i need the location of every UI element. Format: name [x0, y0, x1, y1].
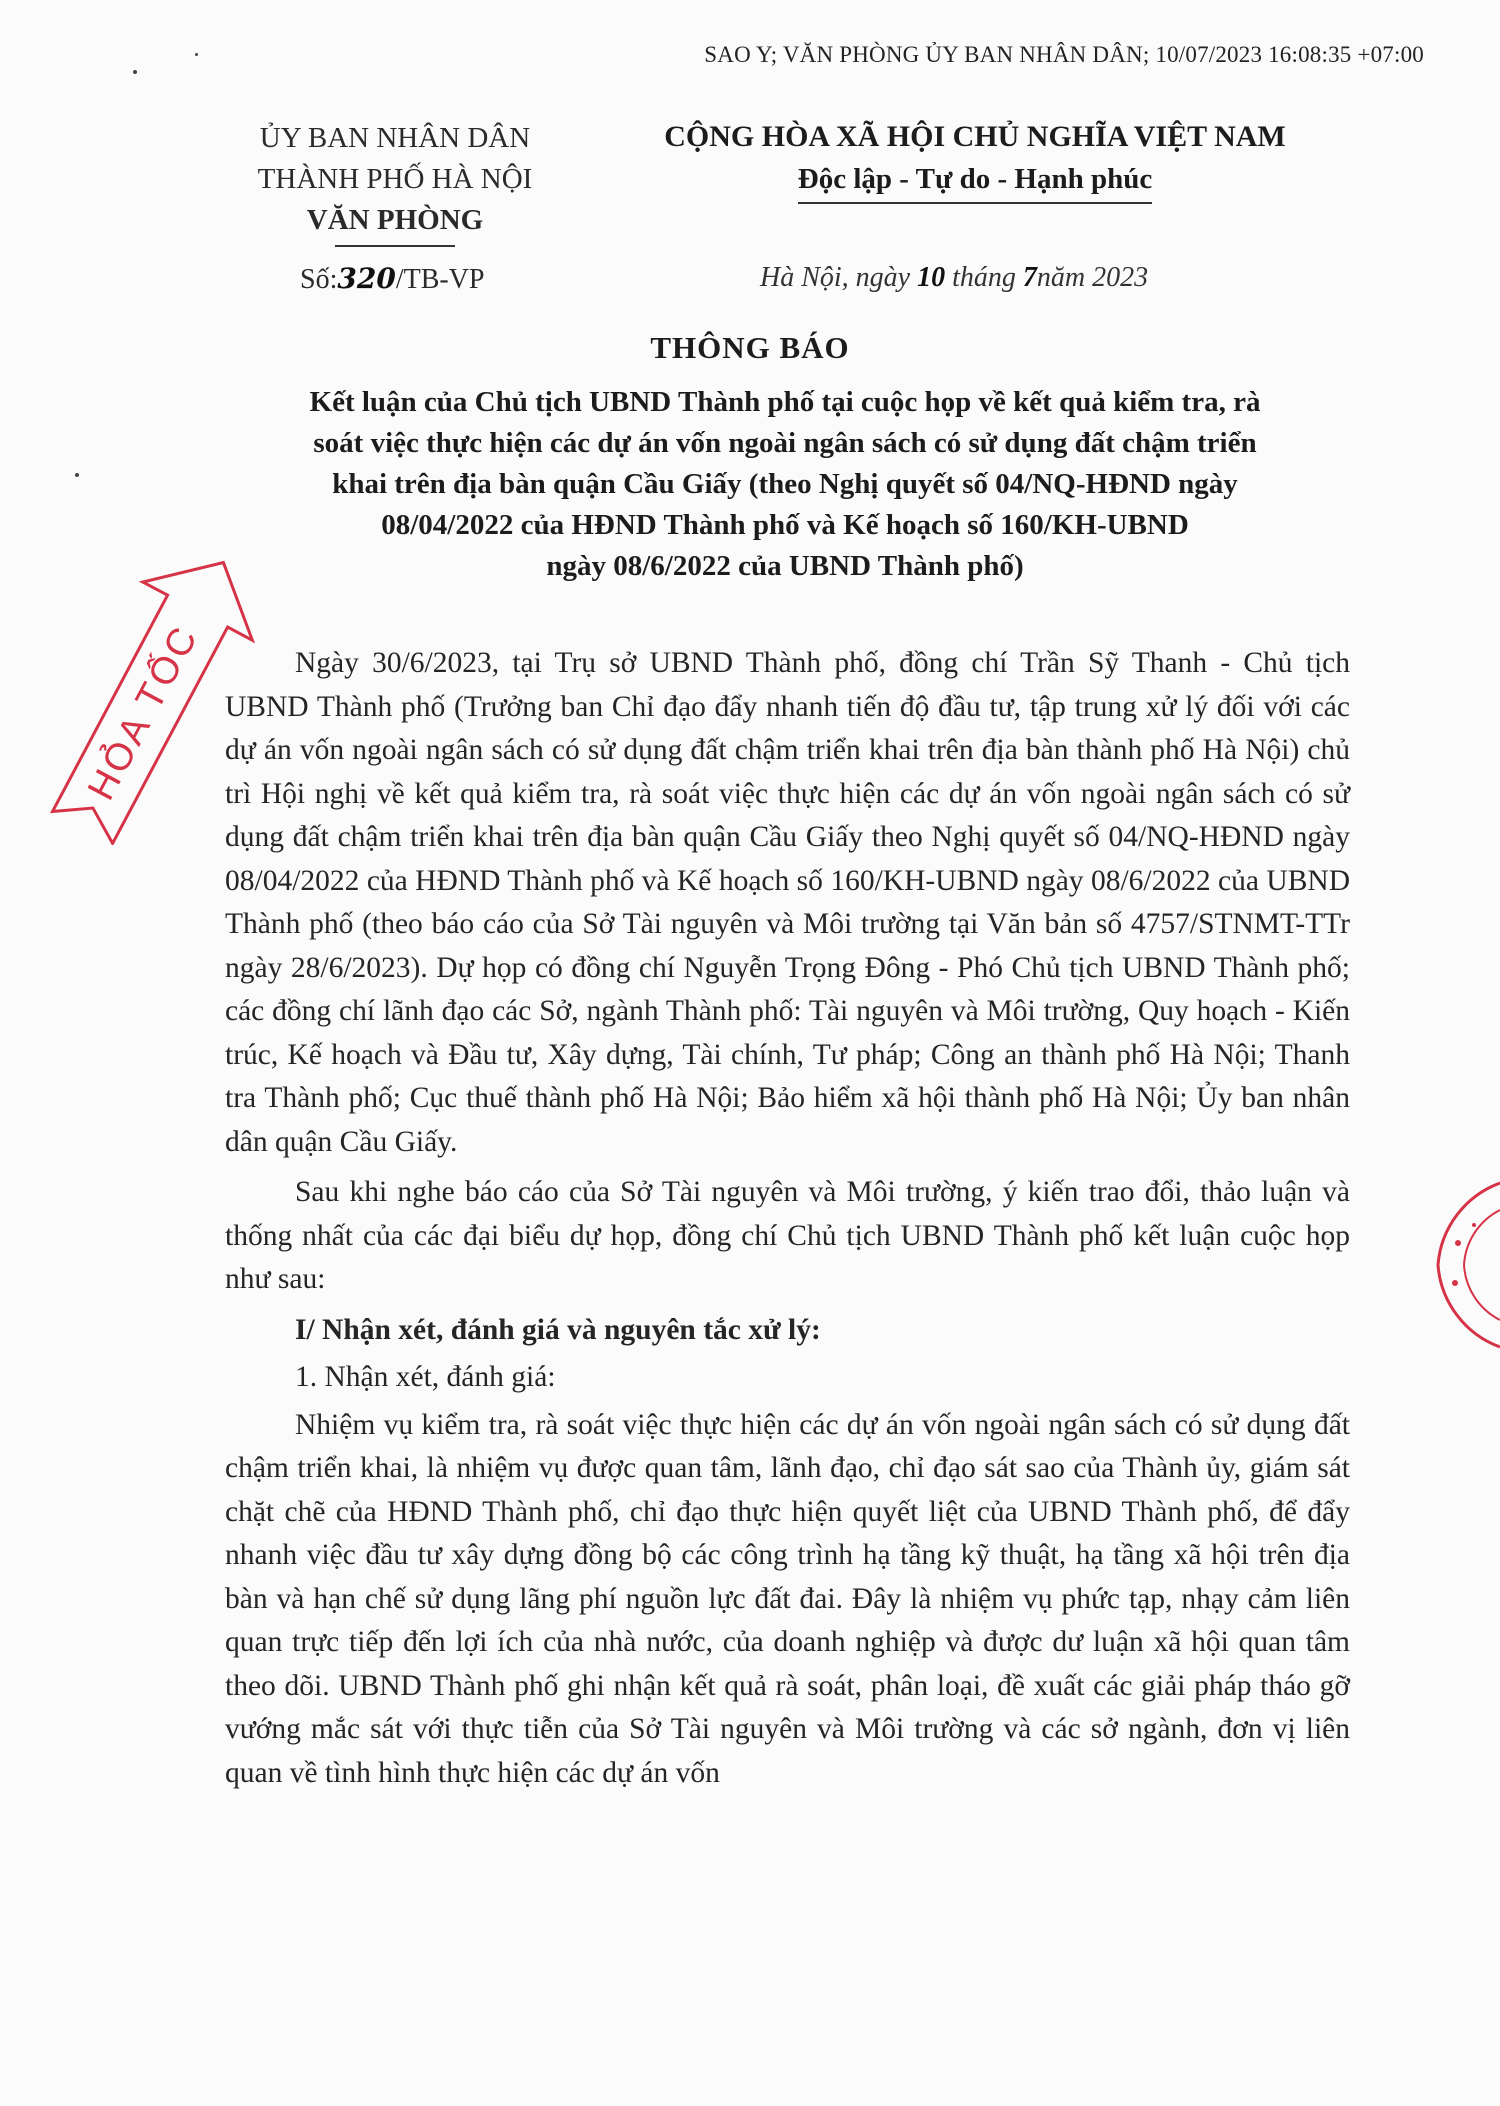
scan-speck: [195, 53, 198, 56]
doc-number-suffix: /TB-VP: [395, 264, 485, 295]
date-month-handwritten: 7: [1022, 262, 1037, 293]
national-motto: Độc lập - Tự do - Hạnh phúc: [798, 158, 1153, 204]
subject-line: ngày 08/6/2022 của UBND Thành phố): [546, 550, 1024, 582]
subject-line: khai trên địa bàn quận Cầu Giấy (theo Nghị quyết số 04/NQ-HĐND ngày: [332, 468, 1238, 500]
scan-speck: [133, 70, 137, 74]
subsection-heading-1: 1. Nhận xét, đánh giá:: [295, 1361, 556, 1393]
digital-copy-stamp: SAO Y; VĂN PHÒNG ỦY BAN NHÂN DÂN; 10/07/2023 16:08:35 +07:00: [704, 42, 1424, 67]
urgent-stamp-text: HỎA TỐC: [80, 618, 208, 807]
subject-line: 08/04/2022 của HĐND Thành phố và Kế hoạch số 160/KH-UBND: [381, 509, 1189, 541]
issuer-underline: [335, 245, 455, 247]
paragraph-assessment: Nhiệm vụ kiểm tra, rà soát việc thực hiện các dự án vốn ngoài ngân sách có sử dụng đất chậm triển khai, là nhiệm vụ được quan tâm, lãnh đạo, chỉ đạo sát sao của Thành ủy, giám sát chặt chẽ của HĐND Thành phố, chỉ đạo thực hiện quyết liệt của UBND Thành phố, để đẩy nhanh việc đầu tư xây dựng đồng bộ các công trình hạ tầng kỹ thuật, hạ tầng xã hội trên địa bàn và hạn chế sử dụng lãng phí nguồn lực đất đai. Đây là nhiệm vụ phức tạp, nhạy cảm liên quan trực tiếp đến lợi ích của nhà nước, của doanh nghiệp và được dư luận xã hội quan tâm theo dõi. UBND Thành phố ghi nhận kết quả rà soát, phân loại, đề xuất các giải pháp tháo gỡ vướng mắc sát với thực tiễn của Sở Tài nguyên và Môi trường và các sở ngành, đơn vị liên quan về tình hình thực hiện các dự án vốn: [225, 1408, 1350, 1789]
document-subject: [225, 382, 1345, 587]
issuer-line-1: ỦY BAN NHÂN DÂN: [259, 122, 531, 154]
doc-number-prefix: Số:: [300, 264, 338, 295]
paragraph-conclusion-intro: Sau khi nghe báo cáo của Sở Tài nguyên và Môi trường, ý kiến trao đổi, thảo luận và thống nhất của các đại biểu dự họp, đồng chí Chủ tịch UBND Thành phố kết luận cuộc họp như sau:: [225, 1176, 1350, 1295]
document-date: [760, 262, 1148, 294]
issuer-block: [230, 118, 560, 247]
doc-number-handwritten: 320: [337, 262, 396, 295]
subject-line: Kết luận của Chủ tịch UBND Thành phố tại cuộc họp về kết quả kiểm tra, rà: [309, 386, 1261, 418]
national-title: CỘNG HÒA XÃ HỘI CHỦ NGHĨA VIỆT NAM: [664, 120, 1286, 153]
document-title: THÔNG BÁO: [650, 330, 850, 365]
scan-speck: [75, 473, 79, 477]
issuer-line-2: THÀNH PHỐ HÀ NỘI: [257, 163, 533, 195]
red-seal-fragment: [1428, 1165, 1500, 1365]
paragraph-meeting: Ngày 30/6/2023, tại Trụ sở UBND Thành phố, đồng chí Trần Sỹ Thanh - Chủ tịch UBND Thành phố (Trưởng ban Chỉ đạo đẩy nhanh tiến độ đầu tư, tập trung xử lý đối với các dự án vốn ngoài ngân sách có sử dụng đất chậm triển khai trên địa bàn thành phố Hà Nội) chủ trì Hội nghị về kết quả kiểm tra, rà soát việc thực hiện các dự án vốn ngoài ngân sách có sử dụng đất chậm triển khai trên địa bàn quận Cầu Giấy theo Nghị quyết số 04/NQ-HĐND ngày 08/04/2022 của HĐND Thành phố và Kế hoạch số 160/KH-UBND ngày 08/6/2022 của UBND Thành phố (theo báo cáo của Sở Tài nguyên và Môi trường tại Văn bản số 4757/STNMT-TTr ngày 28/6/2023). Dự họp có đồng chí Nguyễn Trọng Đông - Phó Chủ tịch UBND Thành phố; các đồng chí lãnh đạo các Sở, ngành Thành phố: Tài nguyên và Môi trường, Quy hoạch - Kiến trúc, Kế hoạch và Đầu tư, Xây dựng, Tài chính, Tư pháp; Công an thành phố Hà Nội; Thanh tra Thành phố; Cục thuế thành phố Hà Nội; Bảo hiểm xã hội thành phố Hà Nội; Ủy ban nhân dân quận Cầu Giấy.: [225, 647, 1350, 1158]
document-body: [225, 642, 1350, 1802]
section-heading-1: I/ Nhận xét, đánh giá và nguyên tắc xử lý:: [295, 1313, 821, 1346]
date-year: năm 2023: [1036, 262, 1149, 293]
date-month-label: tháng: [952, 262, 1016, 293]
date-day-handwritten: 10: [917, 262, 946, 293]
date-prefix: Hà Nội, ngày: [760, 262, 911, 293]
national-header: [615, 116, 1335, 204]
issuer-line-3: VĂN PHÒNG: [306, 204, 484, 236]
document-number: [300, 262, 485, 296]
subject-line: soát việc thực hiện các dự án vốn ngoài ngân sách có sử dụng đất chậm triển: [313, 427, 1257, 459]
